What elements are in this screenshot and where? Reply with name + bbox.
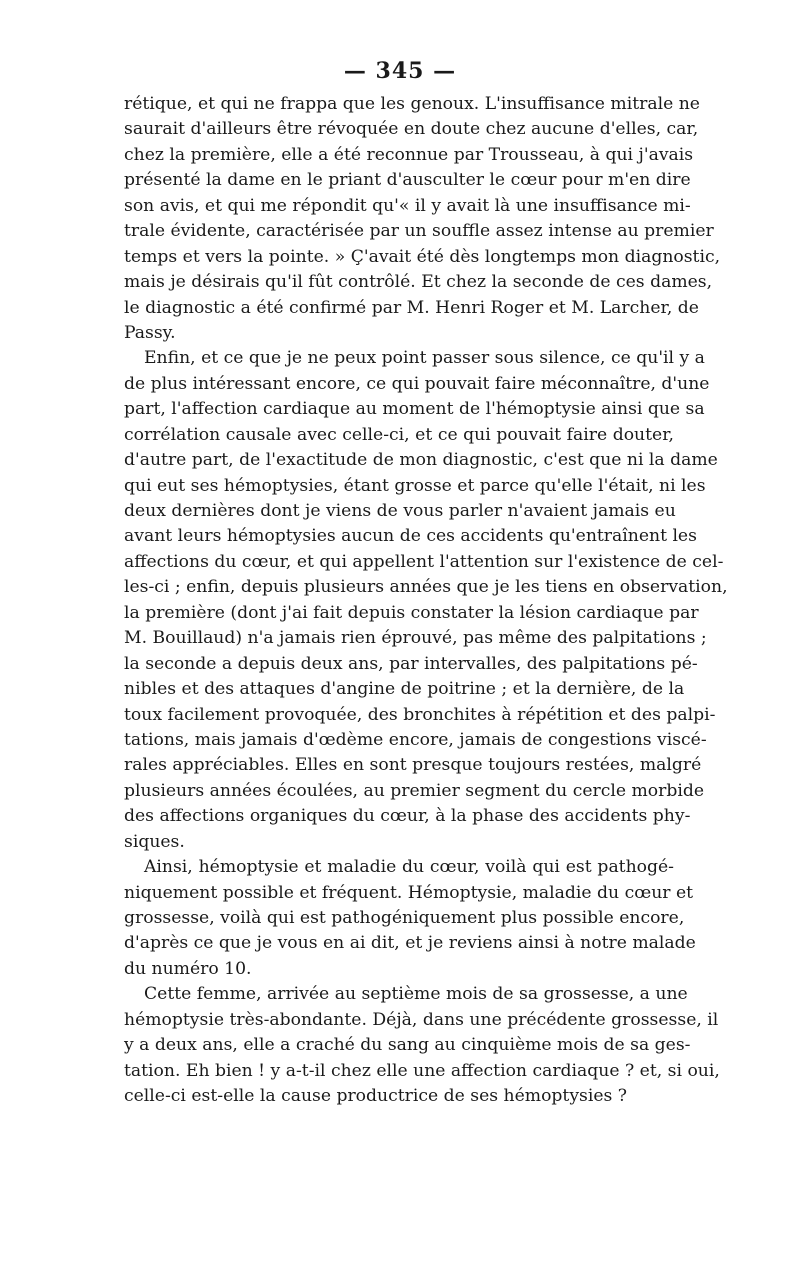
text-line: tations, mais jamais d'œdème encore, jamais de congestions viscé- xyxy=(124,729,707,750)
text-line: part, l'affection cardiaque au moment de l'hémoptysie ainsi que sa xyxy=(124,399,705,420)
text-line: niquement possible et fréquent. Hémoptysie, maladie du cœur et xyxy=(124,882,694,903)
text-line: les-ci ; enfin, depuis plusieurs années que je les tiens en observation, xyxy=(124,577,728,598)
paragraph xyxy=(124,92,721,346)
text-line: d'après ce que je vous en ai dit, et je reviens ainsi à notre malade xyxy=(124,933,696,954)
text-line: corrélation causale avec celle-ci, et ce qui pouvait faire douter, xyxy=(124,424,674,445)
text-line: rétique, et qui ne frappa que les genoux. L'insuffisance mitrale ne xyxy=(124,94,700,114)
text-line: avant leurs hémoptysies aucun de ces accidents qu'entraînent les xyxy=(124,526,697,547)
text-line: celle-ci est-elle la cause productrice de ses hémoptysies ? xyxy=(124,1086,628,1107)
text-line: chez la première, elle a été reconnue par Trousseau, à qui j'avais xyxy=(124,144,694,165)
text-line: plusieurs années écoulées, au premier segment du cercle morbide xyxy=(124,780,705,801)
text-line: trale évidente, caractérisée par un souffle assez intense au premier xyxy=(124,221,714,242)
text-line: la première (dont j'ai fait depuis constater la lésion cardiaque par xyxy=(124,602,699,623)
text-line: grossesse, voilà qui est pathogéniquement plus possible encore, xyxy=(124,908,685,928)
paragraph xyxy=(124,855,696,982)
text-line: du numéro 10. xyxy=(124,958,252,979)
text-line: d'autre part, de l'exactitude de mon diagnostic, c'est que ni la dame xyxy=(124,450,718,471)
paragraph xyxy=(124,982,720,1109)
text-line: y a deux ans, elle a craché du sang au cinquième mois de sa ges- xyxy=(124,1035,691,1056)
text-line: nibles et des attaques d'angine de poitrine ; et la dernière, de la xyxy=(124,679,685,700)
text-line: Enfin, et ce que je ne peux point passer sous silence, ce qu'il y a xyxy=(144,348,705,369)
text-line: hémoptysie très-abondante. Déjà, dans une précédente grossesse, il xyxy=(124,1009,719,1030)
text-line: mais je désirais qu'il fût contrôlé. Et chez la seconde de ces dames, xyxy=(124,272,713,293)
text-line: temps et vers la pointe. » Ç'avait été dès longtemps mon diagnostic, xyxy=(124,246,721,267)
text-line: la seconde a depuis deux ans, par intervalles, des palpitations pé- xyxy=(124,653,698,674)
text-line: toux facilement provoquée, des bronchites à répétition et des palpi- xyxy=(124,704,716,725)
text-line: présenté la dame en le priant d'ausculter le cœur pour m'en dire xyxy=(124,170,691,191)
text-line: de plus intéressant encore, ce qui pouvait faire méconnaître, d'une xyxy=(124,373,710,394)
text-line: siques. xyxy=(124,831,185,852)
text-line: son avis, et qui me répondit qu'« il y avait là une insuffisance mi- xyxy=(124,195,691,216)
text-line: tation. Eh bien ! y a-t-il chez elle une affection cardiaque ? et, si oui, xyxy=(124,1060,720,1081)
text-line: Cette femme, arrivée au septième mois de sa grossesse, a une xyxy=(144,984,688,1005)
text-line: Passy. xyxy=(124,322,176,343)
text-line: M. Bouillaud) n'a jamais rien éprouvé, pas même des palpitations ; xyxy=(124,628,707,649)
body-text xyxy=(124,92,728,1110)
text-line: des affections organiques du cœur, à la phase des accidents phy- xyxy=(124,806,691,827)
page-number: — 345 — xyxy=(343,58,457,84)
text-line: le diagnostic a été confirmé par M. Henri Roger et M. Larcher, de xyxy=(124,297,699,318)
text-line: saurait d'ailleurs être révoquée en doute chez aucune d'elles, car, xyxy=(124,119,699,140)
text-line: rales appréciables. Elles en sont presque toujours restées, malgré xyxy=(124,755,702,776)
paragraph xyxy=(124,346,728,855)
text-line: deux dernières dont je viens de vous parler n'avaient jamais eu xyxy=(124,501,676,521)
text-line: Ainsi, hémoptysie et maladie du cœur, voilà qui est pathogé- xyxy=(144,857,674,878)
text-line: affections du cœur, et qui appellent l'attention sur l'existence de cel- xyxy=(124,551,724,572)
text-line: qui eut ses hémoptysies, étant grosse et parce qu'elle l'était, ni les xyxy=(124,475,706,496)
